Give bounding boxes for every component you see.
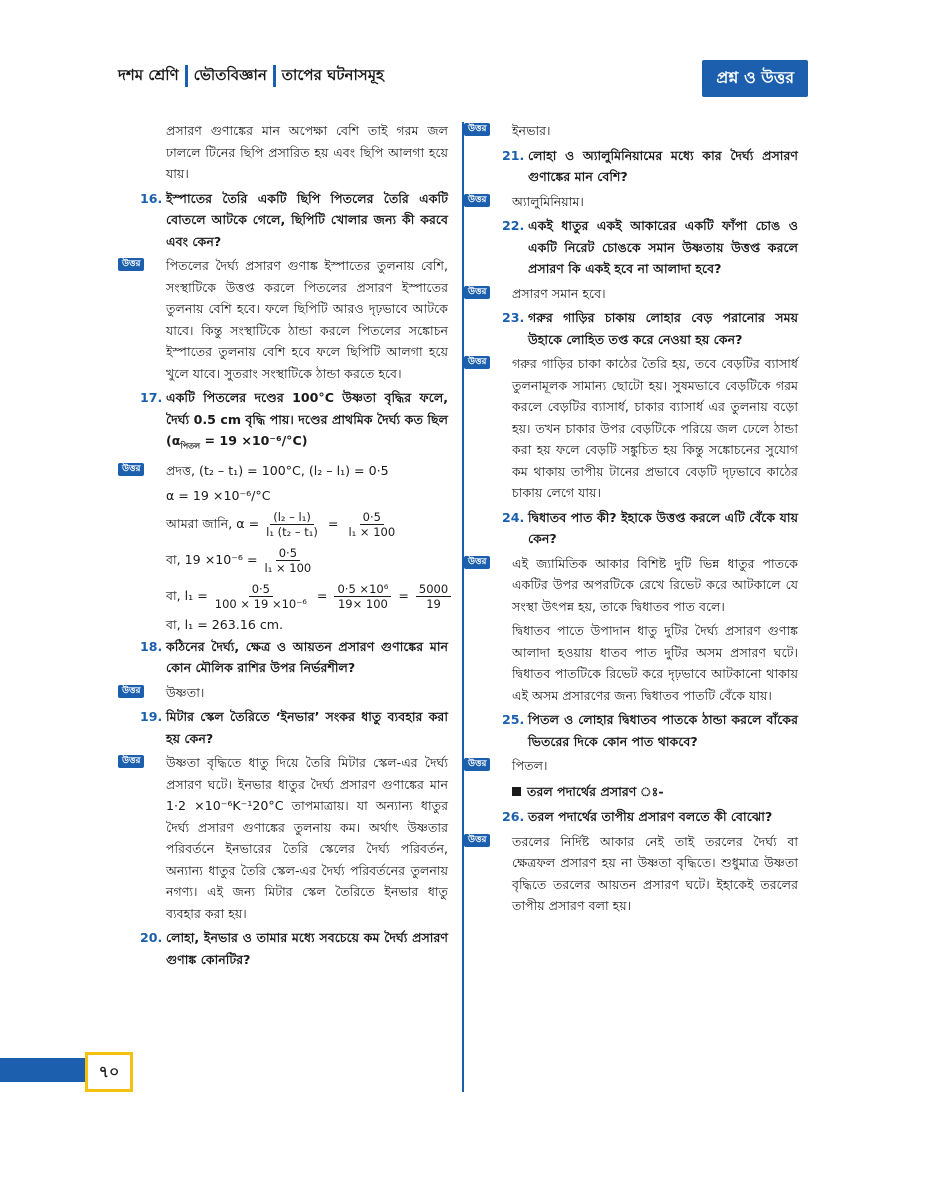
question-20 — [118, 927, 448, 970]
question-text: একই ধাতুর একই আকারের একটি ফাঁপা চোঙ ও একটি নিরেট চোঙকে সমান উষ্ণতায় উত্তপ্ত করলে প্রসারণ কি একই হবে না আলাদা হবে? — [528, 218, 798, 276]
answer-text: গরুর গাড়ির চাকা কাঠের তৈরি হয়, তবে বেড়টির ব্যাসার্ধ তুলনামূলক সামান্য ছোটো হয়। সুষমভাবে বেড়টিকে গরম করলে বেড়টির ব্যাসার্ধ, চাকার ব্যাসার্ধ এর তুলনায় বড়ো হয়। তখন চাকার উপর বেড়টিকে পরিয়ে জল ঢেলে ঠান্ডা করা হয় ফলে বেড়টি সঙ্কুচিত হয় কিন্তু সঙ্কোচনের সুযোগ কম থাকায় তাপীয় টানের প্রভাবে বেড়টি দৃঢ়ভাবে কাঠের চাকায় লেগে যায়। — [512, 356, 798, 500]
answer-label: উত্তর — [464, 834, 490, 847]
answer-text: ইনভার। — [512, 123, 551, 138]
formula-line — [166, 506, 448, 542]
answer-text: উষ্ণতা। — [166, 684, 205, 700]
fraction-denominator: 100 × 19 ×10⁻⁶ — [214, 596, 307, 611]
question-text: লোহা ও অ্যালুমিনিয়ামের মধ্যে কার দৈর্ঘ্য প্রসারণ গুণাঙ্কের মান বেশি? — [528, 147, 798, 184]
answer-text: পিতল। — [512, 758, 548, 773]
page-header — [118, 60, 808, 92]
question-number: 16. — [140, 190, 163, 206]
question-number: 20. — [140, 930, 163, 946]
answer-24 — [464, 553, 798, 618]
answer-16 — [118, 255, 448, 384]
question-number: 24. — [502, 509, 525, 525]
fraction-denominator: 19 — [426, 596, 441, 611]
question-text: তরল পদার্থের তাপীয় প্রসারণ বলতে কী বোঝো? — [528, 809, 773, 824]
equals-sign: = — [327, 516, 339, 532]
question-number: 18. — [140, 638, 163, 654]
fraction — [345, 510, 398, 539]
alpha-value: α = 19 ×10⁻⁶/°C — [166, 487, 271, 503]
crumb-subject: ভৌতবিজ্ঞান — [193, 66, 267, 84]
question-17 — [118, 387, 448, 457]
answer-19 — [118, 752, 448, 924]
question-number: 22. — [502, 218, 525, 233]
question-number: 19. — [140, 709, 163, 725]
answer-text: এই জ্যামিতিক আকার বিশিষ্ট দুটি ভিন্ন ধাতুর পাতকে একটির উপর অপরটিকে রেখে রিভেট করে আটকালে যে সংস্থা উৎপন্ন হয়, তাকে দ্বিধাতব পাত বলে। — [512, 555, 798, 614]
equals-sign: = — [398, 588, 409, 604]
question-25 — [480, 709, 798, 752]
question-number: 23. — [502, 310, 525, 325]
answer-label: উত্তর — [118, 463, 144, 476]
fraction — [416, 582, 451, 611]
question-text: লোহা, ইনভার ও তামার মধ্যে সবচেয়ে কম দৈর্ঘ্য প্রসারণ গুণাঙ্ক কোনটির? — [166, 930, 448, 967]
page-number: ৭০ — [85, 1052, 133, 1092]
question-23 — [480, 307, 798, 350]
fraction-numerator: 0·5 — [360, 510, 384, 525]
fraction — [334, 582, 391, 611]
question-text-main: একটি পিতলের দণ্ডের 100°C উষ্ণতা বৃদ্ধির ফলে, দৈর্ঘ্য 0.5 cm বৃদ্ধি পায়। দণ্ডের প্রাথমিক দৈর্ঘ্য কত ছিল (α — [166, 390, 448, 448]
answer-label: উত্তর — [118, 258, 144, 271]
answer-text: তরলের নির্দিষ্ট আকার নেই তাই তরলের দৈর্ঘ্য বা ক্ষেত্রফল প্রসারণ হয় না উষ্ণতা বৃদ্ধিতে। শুধুমাত্র উষ্ণতা বৃদ্ধিতে তরলের আয়তন প্রসারণ ঘটে। ইহাকেই তরলের তাপীয় প্রসারণ বলা হয়। — [512, 833, 798, 913]
crumb-chapter: তাপের ঘটনাসমূহ — [281, 66, 384, 84]
fraction-numerator: 0·5 — [249, 582, 273, 597]
fraction-denominator: 19× 100 — [337, 596, 388, 611]
right-column — [468, 120, 798, 920]
answer-label: উত্তর — [464, 356, 490, 369]
answer-21 — [464, 191, 798, 213]
question-16 — [118, 188, 448, 253]
answer-22 — [464, 283, 798, 305]
formula-prefix: আমরা জানি, α = — [166, 516, 260, 532]
answer-17 — [118, 460, 448, 482]
given-line: প্রদত্ত, (t₂ – t₁) = 100°C, (l₂ – l₁) = 0·5 — [166, 463, 389, 479]
result-line: বা, l₁ = 263.16 cm. — [166, 617, 284, 633]
question-text — [166, 387, 448, 457]
answer-label: উত্তর — [464, 286, 490, 299]
question-number: 21. — [502, 147, 525, 163]
crumb-separator — [185, 65, 188, 87]
crumb-class: দশম শ্রেণি — [118, 66, 179, 84]
intro-text: প্রসারণ গুণাঙ্কের মান অপেক্ষা বেশি তাই গরম জল ঢাললে টিনের ছিপি প্রসারিত হয় এবং ছিপি আলগা হয়ে যায়। — [166, 123, 448, 181]
answer-label: উত্তর — [464, 123, 490, 136]
page-number-bar — [0, 1058, 86, 1082]
answer-label: উত্তর — [464, 556, 490, 569]
formula-prefix: বা, 19 ×10⁻⁶ = — [166, 552, 258, 568]
question-19 — [118, 706, 448, 749]
answer-26 — [464, 831, 798, 917]
question-21 — [480, 145, 798, 188]
fraction-denominator: l₁ × 100 — [348, 524, 396, 539]
question-text: গরুর গাড়ির চাকায় লোহার বেড় পরানোর সময় উহাকে লোহিত তপ্ত করে নেওয়া হয় কেন? — [528, 310, 798, 347]
fraction-numerator: 0·5 — [276, 546, 300, 561]
question-22 — [480, 215, 798, 280]
question-text: দ্বিধাতব পাত কী? ইহাকে উত্তপ্ত করলে এটি বেঁকে যায় কেন? — [528, 509, 798, 546]
answer-text-continued: দ্বিধাতব পাতে উপাদান ধাতু দুটির দৈর্ঘ্য প্রসারণ গুণাঙ্ক আলাদা হওয়ায় ধাতব পাত দুটির অসম প্রসারণ ঘটে। দ্বিধাতব পাতটিকে রিভেট করে দৃঢ়ভাবে আটকানো থাকায় এই অসম প্রসারণের জন্য দ্বিধাতব পাতটি বেঁকে যায়। — [512, 623, 798, 703]
section-badge: প্রশ্ন ও উত্তর — [702, 60, 808, 97]
answer-20 — [464, 120, 798, 142]
question-text: মিটার স্কেল তৈরিতে ‘ইনভার’ সংকর ধাতু ব্যবহার করা হয় কেন? — [166, 709, 448, 746]
answer-label: উত্তর — [464, 194, 490, 207]
subheading-text: তরল পদার্থের প্রসারণ ঃ- — [527, 783, 664, 799]
question-number: 26. — [502, 809, 525, 824]
fraction-denominator: l₁ (t₂ – t₁) — [266, 524, 318, 539]
fraction — [262, 546, 315, 575]
question-24 — [480, 507, 798, 550]
answer-text: প্রসারণ সমান হবে। — [512, 285, 606, 301]
answer-25 — [464, 755, 798, 777]
answer-label: উত্তর — [118, 755, 144, 768]
fraction — [212, 582, 310, 611]
question-text: ইস্পাতের তৈরি একটি ছিপি পিতলের তৈরি একটি বোতলে আটকে গেলে, ছিপিটি খোলার জন্য কী করবে এবং কেন? — [166, 190, 448, 249]
fraction-numerator: 5000 — [416, 582, 451, 597]
formula-line — [166, 578, 448, 614]
question-number: 17. — [140, 390, 163, 405]
fraction-denominator: l₁ × 100 — [264, 560, 312, 575]
fraction-numerator: (l₂ – l₁) — [270, 510, 314, 525]
answer-label: উত্তর — [464, 758, 490, 771]
alpha-subscript: পিতল — [180, 441, 201, 451]
fraction-numerator: 0·5 ×10⁶ — [334, 582, 391, 597]
answer-23 — [464, 353, 798, 504]
formula-prefix: বা, l₁ = — [166, 588, 208, 604]
section-subheading — [512, 781, 798, 803]
question-number: 25. — [502, 712, 525, 727]
equals-sign: = — [316, 588, 328, 604]
question-26 — [480, 806, 798, 828]
answer-text: উষ্ণতা বৃদ্ধিতে ধাতু দিয়ে তৈরি মিটার স্কেল-এর দৈর্ঘ্য প্রসারণ ঘটে। ইনভার ধাতুর দৈর্ঘ্য প্রসারণ গুণাঙ্কের মান 1·2 ×10⁻⁶K⁻¹20°C তাপমাত্রায়। যা অন্যান্য ধাতুর দৈর্ঘ্য প্রসারণ গুণাঙ্কের তুলনায় কম। অর্থাৎ উষ্ণতার পরিবর্তনে ইনভারের তৈরি স্কেলের দৈর্ঘ্য পরিবর্তন, অন্যান্য ধাতুর তৈরি স্কেল-এর দৈর্ঘ্য পরিবর্তনের তুলনায় নগণ্য। এই জন্য মিটার স্কেল তৈরিতে ইনভার ধাতু ব্যবহার করা হয়। — [166, 755, 448, 921]
question-text: কঠিনের দৈর্ঘ্য, ক্ষেত্র ও আয়তন প্রসারণ গুণাঙ্কের মান কোন মৌলিক রাশির উপর নির্ভরশীল? — [166, 638, 448, 676]
breadcrumb — [118, 64, 384, 89]
fraction — [263, 510, 321, 539]
crumb-separator — [273, 65, 276, 87]
answer-text: পিতলের দৈর্ঘ্য প্রসারণ গুণাঙ্ক ইস্পাতের তুলনায় বেশি, সংস্থাটিকে উত্তপ্ত করলে পিতলের প্রসারণ ইস্পাতের তুলনায় বেশি হবে। ফলে ছিপিটি আরও দৃঢ়ভাবে আটকে যাবে। কিন্তু সংস্থাটিকে ঠান্ডা করলে পিতলের সঙ্কোচন ইস্পাতের তুলনায় বেশি হবে ফলে ছিপিটি আলগা হয়ে খুলে যাবে। সুতরাং সংস্থাটিকে ঠান্ডা করতে হবে। — [166, 258, 448, 381]
answer-label: উত্তর — [118, 685, 144, 698]
answer-text: অ্যালুমিনিয়াম। — [512, 193, 584, 209]
question-text: পিতল ও লোহার দ্বিধাতব পাতকে ঠান্ডা করলে বাঁকের ভিতরের দিকে কোন পাত থাকবে? — [528, 712, 798, 749]
answer-18 — [118, 682, 448, 704]
question-text-end: = 19 ×10⁻⁶/°C) — [200, 433, 308, 448]
question-18 — [118, 636, 448, 679]
square-bullet-icon — [512, 787, 521, 796]
left-column — [118, 120, 448, 973]
formula-line — [166, 542, 448, 578]
